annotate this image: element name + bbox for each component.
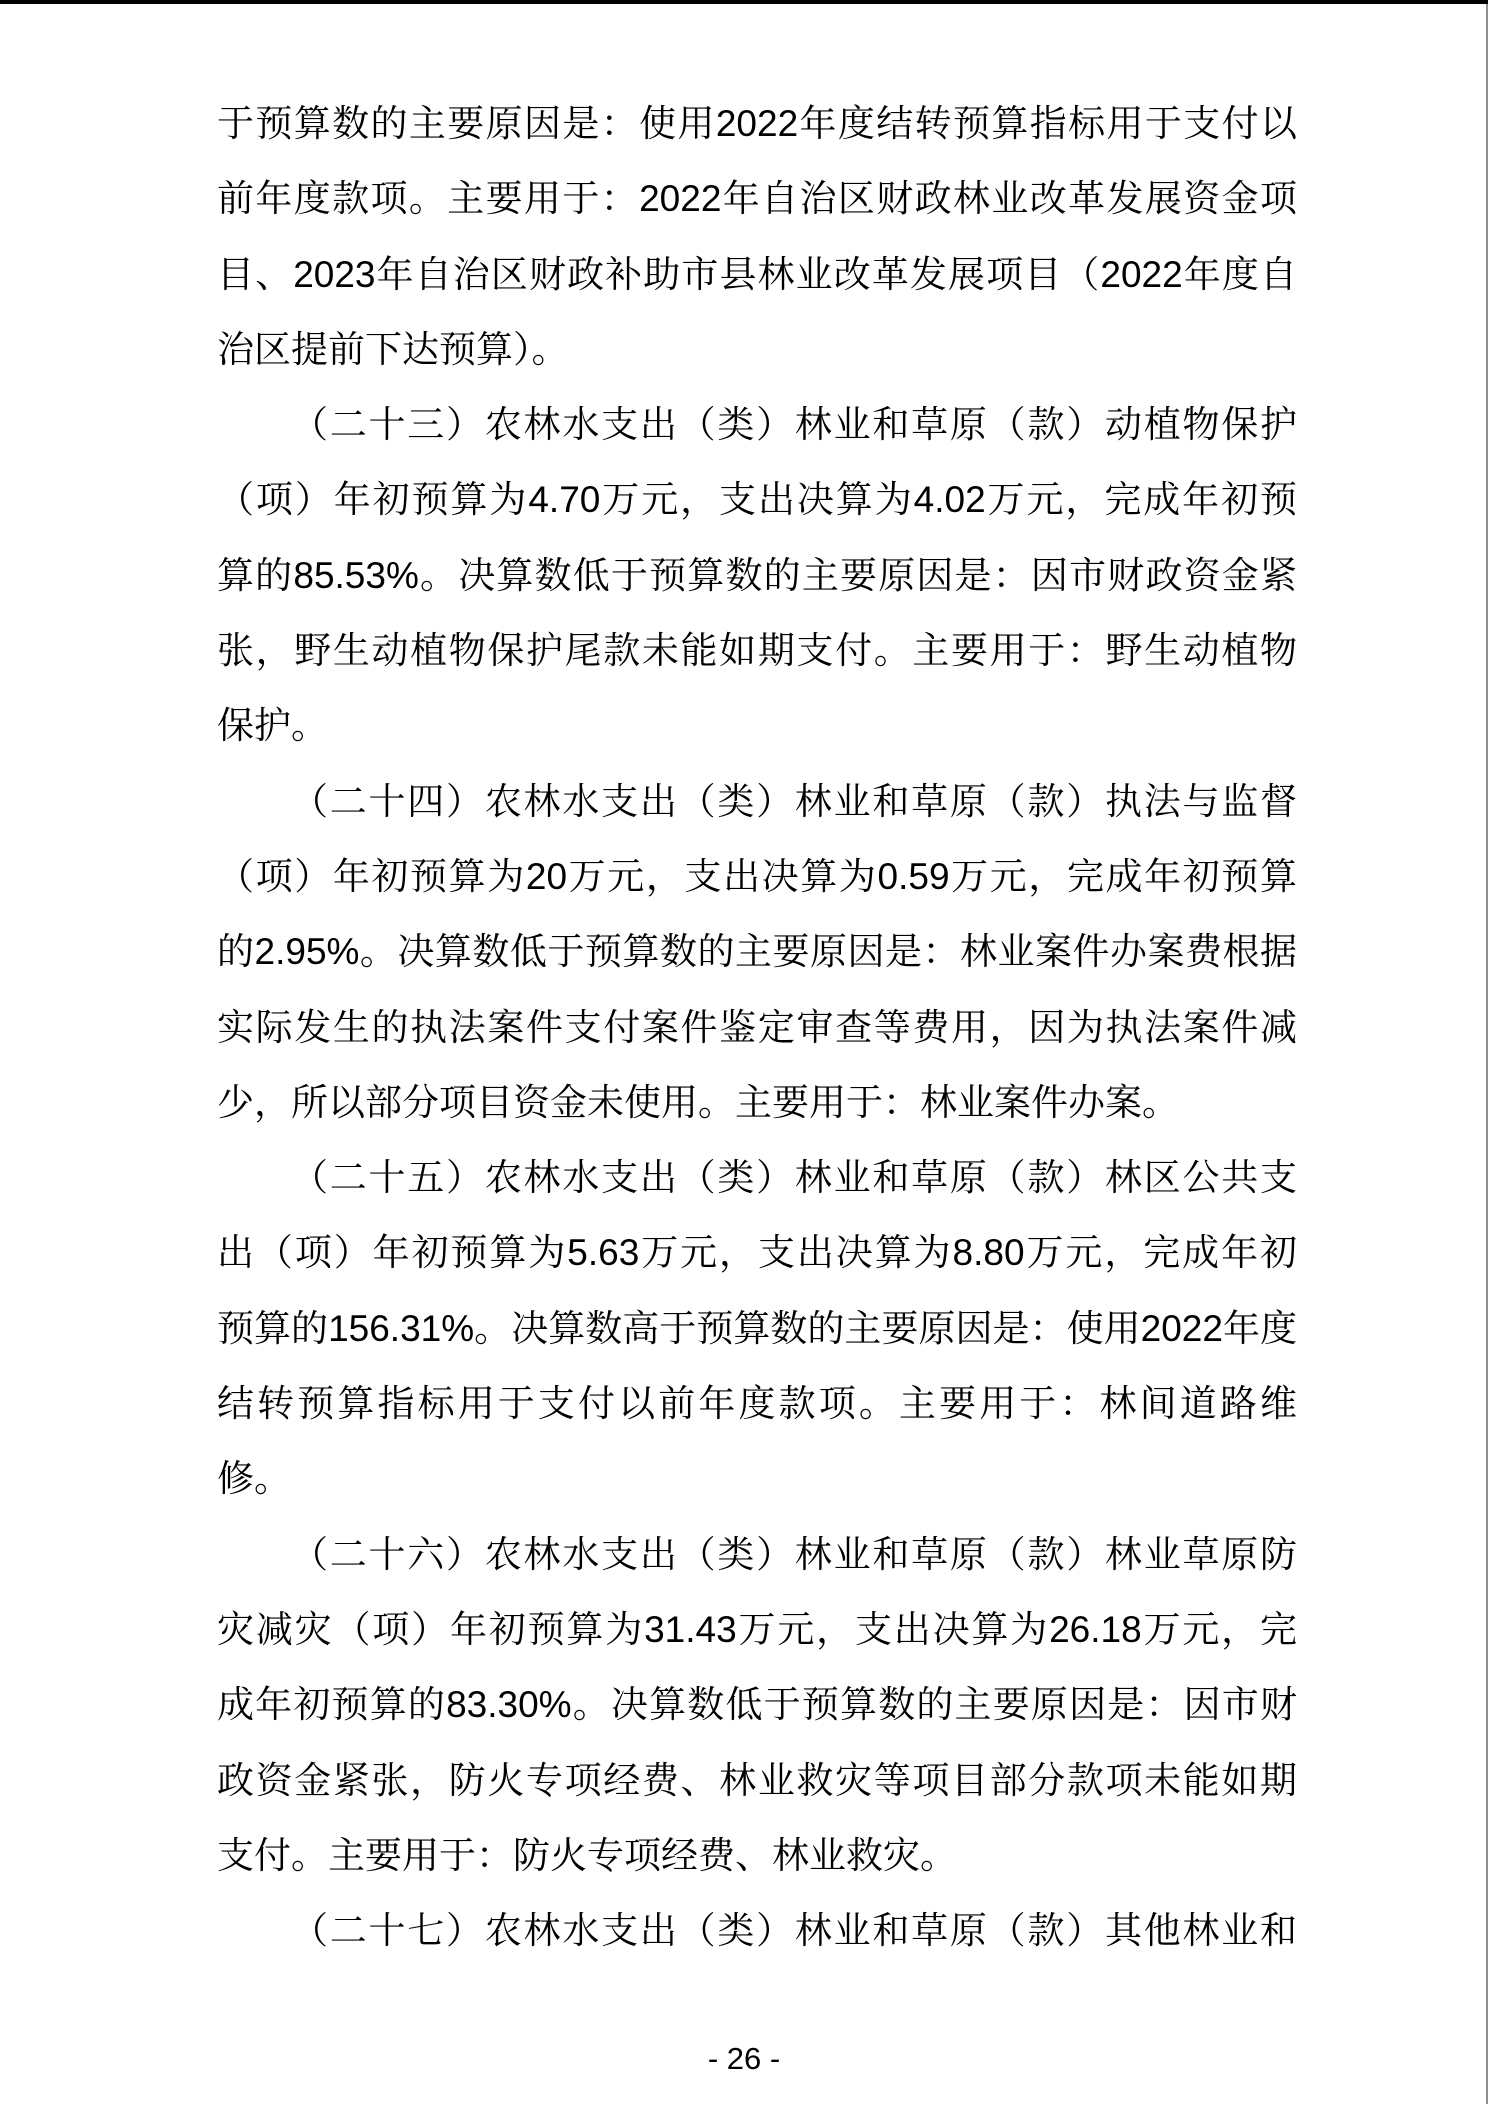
text-line: 目、2023年自治区财政补助市县林业改革发展项目（2022年度自	[217, 253, 1297, 295]
text-line: 支付。主要用于：防火专项经费、林业救灾。	[217, 1834, 957, 1876]
text-line: 修。	[217, 1458, 291, 1500]
text-line: 灾减灾（项）年初预算为31.43万元，支出决算为26.18万元，完	[217, 1608, 1297, 1650]
text-line: 张，野生动植物保护尾款未能如期支付。主要用于：野生动植物	[217, 630, 1297, 672]
top-edge-bar	[0, 0, 1488, 4]
text-line: 算的85.53%。决算数低于预算数的主要原因是：因市财政资金紧	[217, 554, 1297, 596]
text-line: 保护。	[217, 705, 328, 747]
section-heading-line: （二十四）农林水支出（类）林业和草原（款）执法与监督	[291, 780, 1297, 822]
text-line: 政资金紧张，防火专项经费、林业救灾等项目部分款项未能如期	[217, 1759, 1297, 1801]
text-line: （项）年初预算为20万元，支出决算为0.59万元，完成年初预算	[217, 855, 1297, 897]
section-heading-line: （二十五）农林水支出（类）林业和草原（款）林区公共支	[291, 1157, 1297, 1199]
text-line: 出（项）年初预算为5.63万元，支出决算为8.80万元，完成年初	[217, 1232, 1297, 1274]
text-line: 于预算数的主要原因是：使用2022年度结转预算指标用于支付以	[217, 103, 1297, 144]
text-line: 的2.95%。决算数低于预算数的主要原因是：林业案件办案费根据	[217, 931, 1297, 973]
section-heading-line: （二十七）农林水支出（类）林业和草原（款）其他林业和	[291, 1910, 1297, 1952]
text-line: 治区提前下达预算）。	[217, 328, 569, 370]
body-text-block	[217, 86, 1297, 1968]
section-heading-line: （二十六）农林水支出（类）林业和草原（款）林业草原防	[291, 1533, 1297, 1575]
section-heading-line: （二十三）农林水支出（类）林业和草原（款）动植物保护	[291, 404, 1297, 446]
text-line: 预算的156.31%。决算数高于预算数的主要原因是：使用2022年度	[217, 1307, 1297, 1349]
text-line: 结转预算指标用于支付以前年度款项。主要用于：林间道路维	[217, 1383, 1297, 1425]
text-line: （项）年初预算为4.70万元，支出决算为4.02万元，完成年初预	[217, 479, 1297, 521]
page-number: - 26 -	[707, 2041, 781, 2076]
text-line: 少，所以部分项目资金未使用。主要用于：林业案件办案。	[217, 1081, 1179, 1123]
text-line: 实际发生的执法案件支付案件鉴定审查等费用，因为执法案件减	[217, 1006, 1297, 1048]
text-line: 前年度款项。主要用于：2022年自治区财政林业改革发展资金项	[217, 178, 1297, 220]
text-line: 成年初预算的83.30%。决算数低于预算数的主要原因是：因市财	[217, 1684, 1297, 1726]
